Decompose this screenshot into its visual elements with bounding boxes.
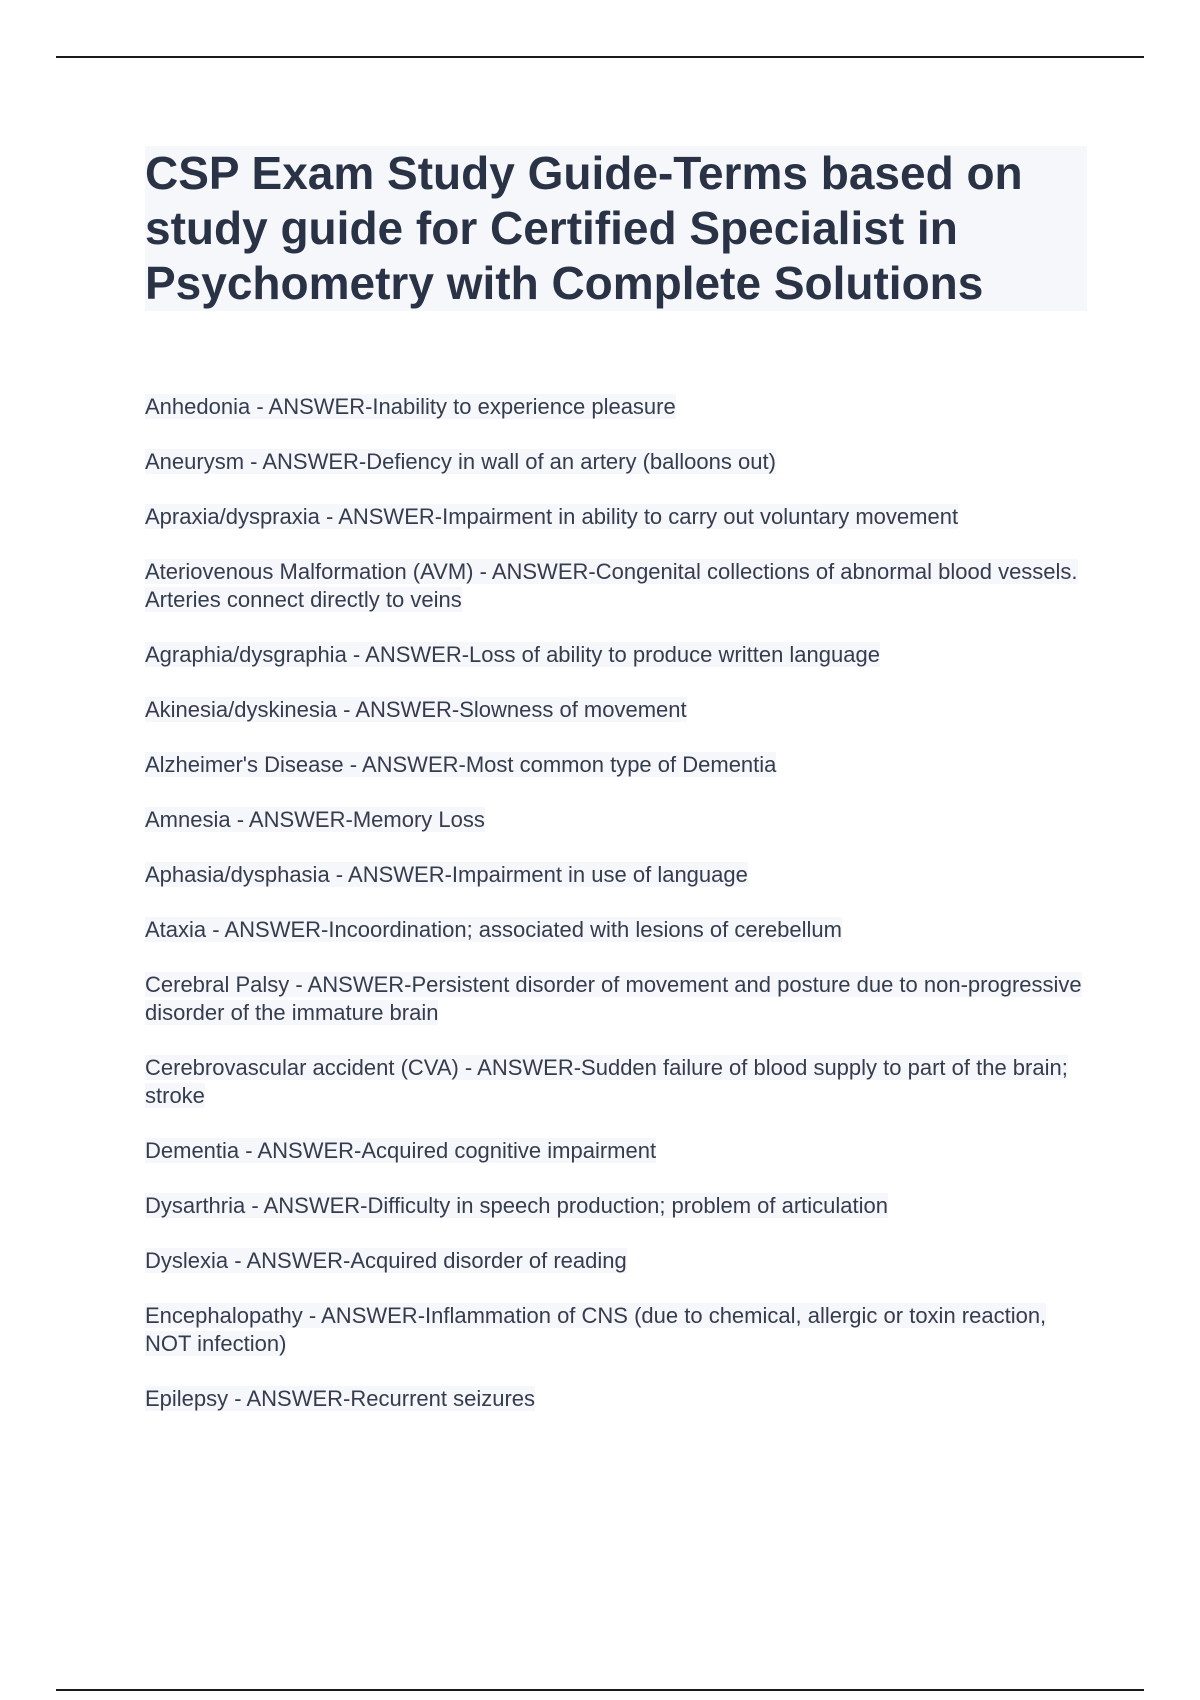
term-entry — [145, 1192, 1087, 1220]
term-entry-text: Apraxia/dyspraxia - ANSWER-Impairment in ability to carry out voluntary movement — [145, 504, 959, 529]
term-entry-text: Ataxia - ANSWER-Incoordination; associated with lesions of cerebellum — [145, 917, 842, 942]
term-entry — [145, 751, 1087, 779]
term-entry-text: Dementia - ANSWER-Acquired cognitive impairment — [145, 1138, 657, 1163]
term-entry — [145, 806, 1087, 834]
header-rule — [56, 56, 1144, 58]
term-entry-text: Aneurysm - ANSWER-Defiency in wall of an artery (balloons out) — [145, 449, 776, 474]
term-entry — [145, 1247, 1087, 1275]
term-entry-text: Amnesia - ANSWER-Memory Loss — [145, 807, 485, 832]
term-entry — [145, 971, 1087, 1027]
term-entry — [145, 1302, 1087, 1358]
term-entry-text: Agraphia/dysgraphia - ANSWER-Loss of ability to produce written language — [145, 642, 880, 667]
term-entry-text: Anhedonia - ANSWER-Inability to experience pleasure — [145, 394, 676, 419]
term-entry — [145, 1137, 1087, 1165]
term-entry — [145, 916, 1087, 944]
term-entry — [145, 641, 1087, 669]
term-list — [145, 393, 1087, 1413]
term-entry-text: Cerebrovascular accident (CVA) - ANSWER-Sudden failure of blood supply to part of the brain; stroke — [145, 1055, 1068, 1108]
term-entry — [145, 448, 1087, 476]
term-entry-text: Alzheimer's Disease - ANSWER-Most common type of Dementia — [145, 752, 777, 777]
term-entry — [145, 558, 1087, 614]
term-entry-text: Ateriovenous Malformation (AVM) - ANSWER-Congenital collections of abnormal blood vessels. Arteries connect directly to veins — [145, 559, 1078, 612]
term-entry — [145, 1385, 1087, 1413]
term-entry-text: Akinesia/dyskinesia - ANSWER-Slowness of movement — [145, 697, 687, 722]
term-entry-text: Dyslexia - ANSWER-Acquired disorder of reading — [145, 1248, 627, 1273]
document-body — [145, 146, 1087, 1440]
term-entry-text: Dysarthria - ANSWER-Difficulty in speech production; problem of articulation — [145, 1193, 889, 1218]
term-entry-text: Encephalopathy - ANSWER-Inflammation of CNS (due to chemical, allergic or toxin reaction, NOT infection) — [145, 1303, 1047, 1356]
term-entry-text: Aphasia/dysphasia - ANSWER-Impairment in use of language — [145, 862, 748, 887]
term-entry-text: Cerebral Palsy - ANSWER-Persistent disorder of movement and posture due to non-progressive disorder of the immature brain — [145, 972, 1082, 1025]
term-entry-text: Epilepsy - ANSWER-Recurrent seizures — [145, 1386, 536, 1411]
footer-rule — [56, 1689, 1144, 1691]
term-entry — [145, 696, 1087, 724]
term-entry — [145, 393, 1087, 421]
term-entry — [145, 861, 1087, 889]
term-entry — [145, 1054, 1087, 1110]
term-entry — [145, 503, 1087, 531]
document-title: CSP Exam Study Guide-Terms based on study guide for Certified Specialist in Psychometry with Complete Solutions — [145, 146, 1087, 311]
